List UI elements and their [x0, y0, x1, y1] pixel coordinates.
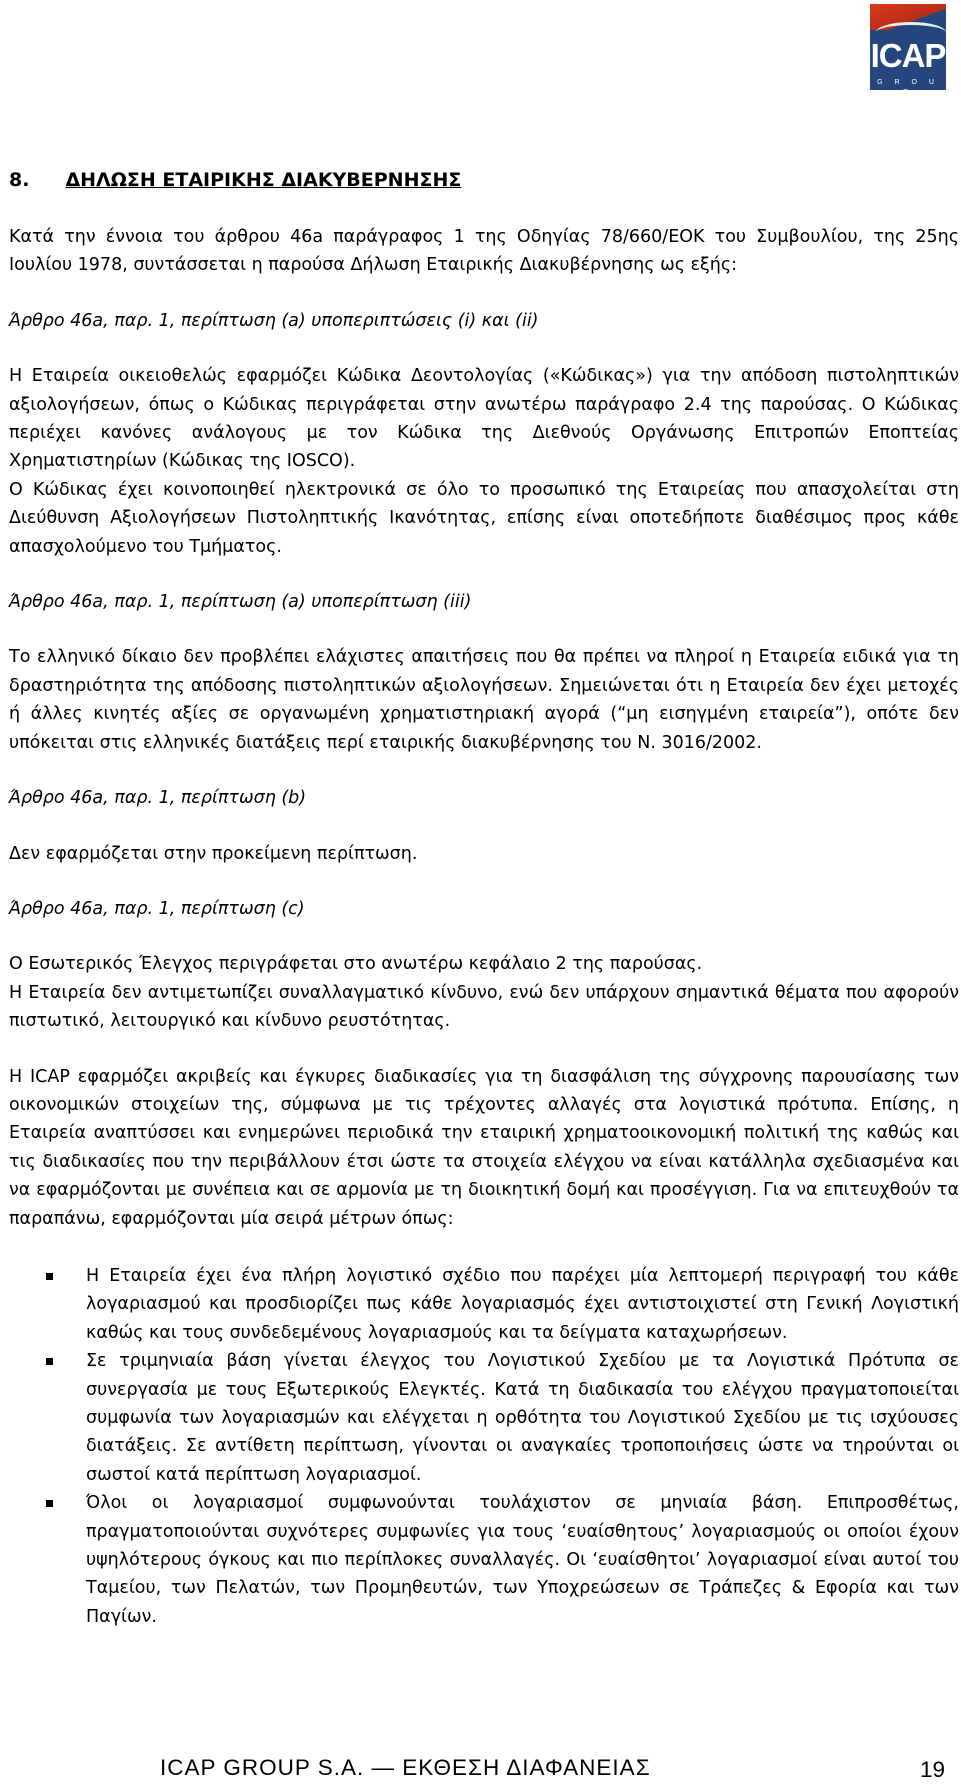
article-heading-1: Άρθρο 46a, παρ. 1, περίπτωση (a) υποπεριπτώσεις (i) και (ii)	[9, 310, 539, 331]
measures-list	[9, 1262, 961, 1631]
paragraph-4a: Ο Εσωτερικός Έλεγχος περιγράφεται στο ανωτέρω κεφάλαιο 2 της παρούσας.	[9, 954, 703, 975]
section-title: ΔΗΛΩΣΗ ΕΤΑΙΡΙΚΗΣ ΔΙΑΚΥΒΕΡΝΗΣΗΣ	[65, 169, 462, 191]
logo-group: G R O U P	[877, 79, 939, 96]
list-item	[9, 1489, 959, 1631]
article-heading-4: Άρθρο 46a, παρ. 1, περίπτωση (c)	[9, 898, 305, 919]
article-heading-3: Άρθρο 46a, παρ. 1, περίπτωση (b)	[9, 788, 307, 809]
list-item-text: Η Εταιρεία έχει ένα πλήρη λογιστικό σχέδιο που παρέχει μία λεπτομερή περιγραφή του κάθε λογαριασμού και προσδιορίζει πως κάθε λογαριασμός έχει αντιστοιχιστεί στη Γενική Λογιστική καθώς και τους συνδεδεμένους λογαριασμούς και τα δείγματα καταχωρήσεων.	[86, 1265, 959, 1343]
paragraph-5: Η ICAP εφαρμόζει ακριβείς και έγκυρες διαδικασίες για τη διασφάλιση της σύγχρονης παρουσίασης των οικονομικών στοιχείων της, σύμφωνα με τις τρέχοντες αλλαγές στα λογιστικά πρότυπα. Επίσης, η Εταιρεία αναπτύσσει και ενημερώνει περιοδικά την εταιρική χρηματοοικονομική πολιτική της καθώς και τις διαδικασίες που την περιβάλλουν έτσι ώστε τα στοιχεία ελέγχου να είναι κατάλληλα σχεδιασμένα και να εφαρμόζονται με συνέπεια και σε αρμονία με τη διοικητική δομή και προσέγγιση. Για να επιτευχθούν τα παραπάνω, εφαρμόζονται μία σειρά μέτρων όπως:	[9, 1066, 959, 1229]
intro-paragraph: Κατά την έννοια του άρθρου 46a παράγραφος 1 της Οδηγίας 78/660/ΕΟΚ του Συμβουλίου, της 25ης Ιουλίου 1978, συντάσσεται η παρούσα Δήλωση Εταιρικής Διακυβέρνησης ως εξής:	[9, 227, 959, 276]
page-number: 19	[919, 1757, 945, 1782]
footer-text: ICAP GROUP S.A. — ΕΚΘΕΣΗ ΔΙΑΦΑΝΕΙΑΣ	[160, 1755, 651, 1780]
paragraph-3: Δεν εφαρμόζεται στην προκείμενη περίπτωση.	[9, 843, 418, 864]
list-item	[9, 1262, 959, 1347]
document-body	[9, 166, 961, 1631]
article-heading-2: Άρθρο 46a, παρ. 1, περίπτωση (a) υποπερίπτωση (iii)	[9, 592, 472, 613]
page-footer	[0, 1755, 960, 1785]
bullet-square-icon	[46, 1500, 53, 1507]
paragraph-4b: Η Εταιρεία δεν αντιμετωπίζει συναλλαγματικό κίνδυνο, ενώ δεν υπάρχουν σημαντικά θέματα που αφορούν πιστωτικό, λειτουργικό και κίνδυνο ρευστότητας.	[9, 982, 959, 1032]
list-item-text: Όλοι οι λογαριασμοί συμφωνούνται τουλάχιστον σε μηνιαία βάση. Επιπροσθέτως, πραγματοποιούνται συχνότερες συμφωνίες για τους ‘ευαίσθητους’ λογαριασμούς οι οποίοι έχουν υψηλότερους όγκους και πιο περίπλοκες συναλλαγές. Οι ‘ευαίσθητοι’ λογαριασμοί είναι αυτοί του Ταμείου, των Πελατών, των Προμηθευτών, των Υποχρεώσεων σε Τράπεζες & Εφορία και των Παγίων.	[86, 1493, 959, 1627]
logo-name: ICAP	[870, 37, 946, 74]
list-item-text: Σε τριμηνιαία βάση γίνεται έλεγχος του Λογιστικού Σχεδίου με τα Λογιστικά Πρότυπα σε συνεργασία με τους Εξωτερικούς Ελεγκτές. Κατά τη διαδικασία του ελέγχου πραγματοποιείται συμφωνία των λογαριασμών και ελέγχεται η ορθότητα του Λογιστικού Σχεδίου με τις ισχύουσες διατάξεις. Σε αντίθετη περίπτωση, γίνονται οι αναγκαίες τροποποιήσεις ώστε να τηρούνται οι σωστοί κατά περίπτωση λογαριασμοί.	[86, 1351, 959, 1485]
list-item	[9, 1347, 959, 1489]
paragraph-2: Το ελληνικό δίκαιο δεν προβλέπει ελάχιστες απαιτήσεις που θα πρέπει να πληροί η Εταιρεία ειδικά για τη δραστηριότητα της απόδοσης πιστοληπτικών αξιολογήσεων. Σημειώνεται ότι η Εταιρεία δεν έχει μετοχές ή άλλες κινητές αξίες σε οργανωμένη χρηματιστηριακή αγορά (“μη εισηγμένη εταιρεία”), οπότε δεν υπόκειται στις ελληνικές διατάξεις περί εταιρικής διακυβέρνησης του Ν. 3016/2002.	[9, 647, 959, 753]
paragraph-1a: Η Εταιρεία οικειοθελώς εφαρμόζει Κώδικα Δεοντολογίας («Κώδικας») για την απόδοση πιστοληπτικών αξιολογήσεων, όπως ο Κώδικας περιγράφεται στην ανωτέρω παράγραφο 2.4 της παρούσας. Ο Κώδικας περιέχει κανόνες ανάλογους με τον Κώδικα της Διεθνούς Οργάνωσης Επιτροπών Εποπτείας Χρηματιστηρίων (Κώδικας της IOSCO).	[9, 366, 959, 472]
bullet-square-icon	[46, 1358, 53, 1365]
icap-logo	[870, 4, 946, 96]
paragraph-1b: Ο Κώδικας έχει κοινοποιηθεί ηλεκτρονικά σε όλο το προσωπικό της Εταιρείας που απασχολείται στη Διεύθυνση Αξιολογήσεων Πιστοληπτικής Ικανότητας, επίσης είναι οποτεδήποτε διαθέσιμος προς κάθε απασχολούμενο του Τμήματος.	[9, 479, 959, 557]
section-heading	[9, 166, 961, 194]
bullet-square-icon	[46, 1273, 53, 1280]
section-number: 8.	[9, 169, 30, 191]
